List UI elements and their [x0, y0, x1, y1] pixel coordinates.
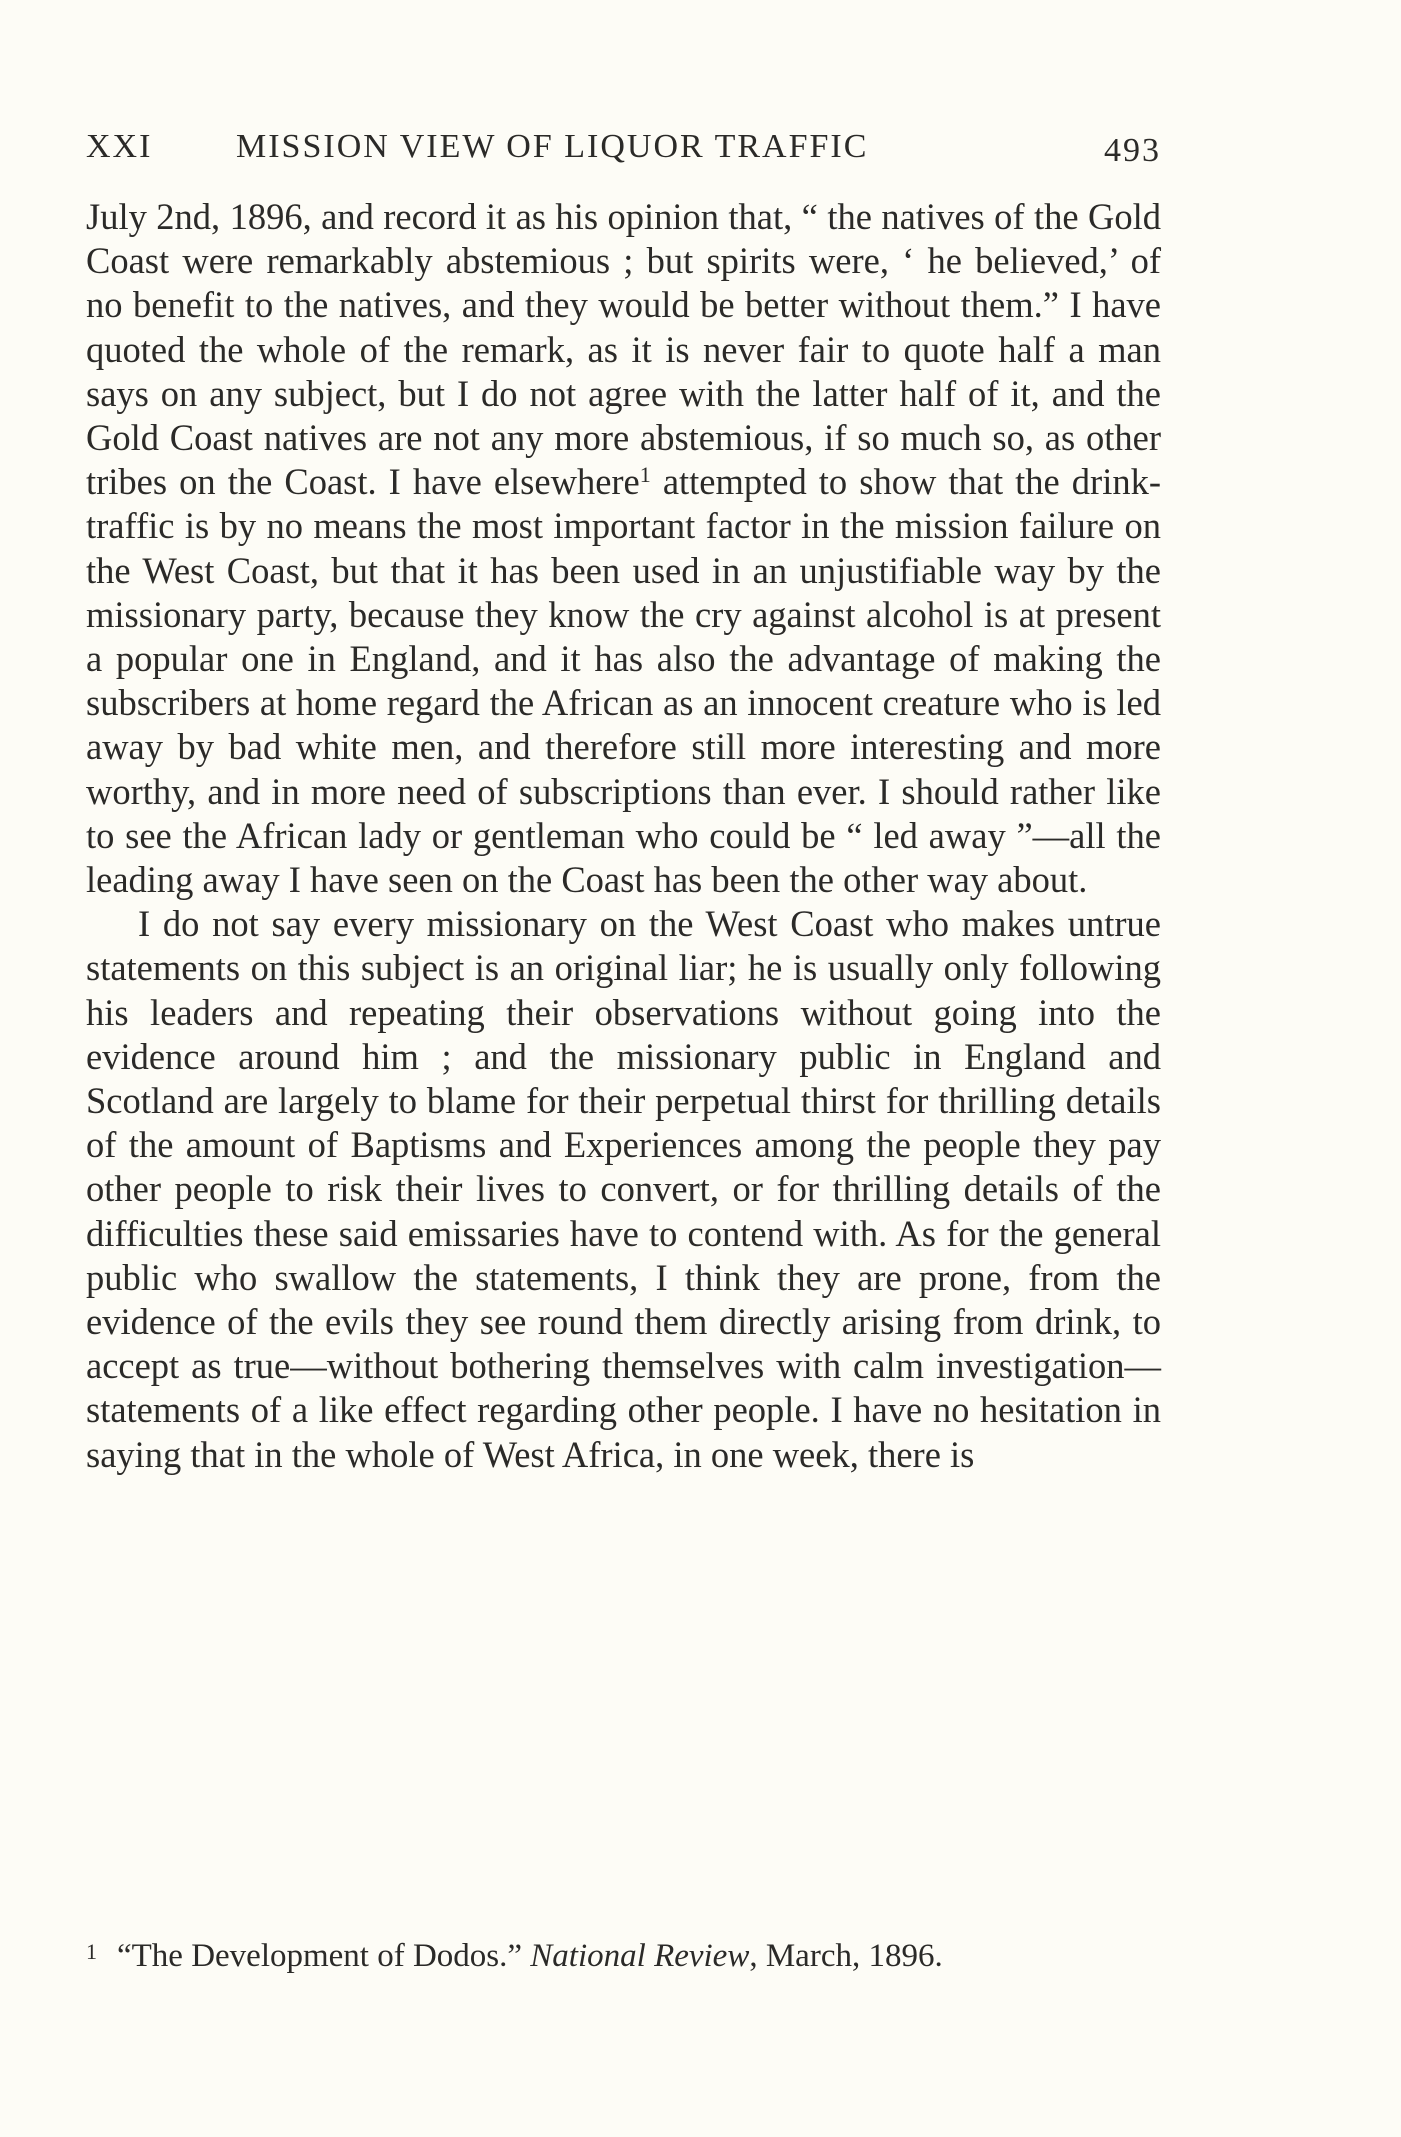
running-title: MISSION VIEW OF LIQUOR TRAFFIC — [236, 128, 869, 165]
footnote-reference: 1 — [639, 462, 651, 488]
footnote-text-a: “The Development of Dodos.” — [117, 1938, 531, 1974]
paragraph-1-text-a: July 2nd, 1896, and record it as his opinion that, “ the natives of the Gold Coast were remarkably abstemious ; but spirits were, ‘ he believed,’ of no benefit to the natives, and they would be better without them.” I have quoted the whole of the remark, as it is never fair to quote half a man says on any subject, but I do not agree with the latter half of it, and the Gold Coast natives are not any more abstemious, if so much so, as other tribes on the Coast. I have elsewhere — [86, 196, 1161, 503]
footnote-text-b: , March, 1896. — [749, 1938, 943, 1974]
paragraph-1 — [86, 195, 1161, 902]
page-number: 493 — [1104, 132, 1161, 169]
paragraph-2: I do not say every missionary on the West Coast who makes untrue statements on this subject is an original liar; he is usually only following his leaders and repeating their observations without going into the evidence around him ; and the missionary public in England and Scotland are largely to blame for their perpetual thirst for thrilling details of the amount of Baptisms and Experiences among the people they pay other people to risk their lives to convert, or for thrilling details of the difficulties these said emissaries have to contend with. As for the general public who swallow the statements, I think they are prone, from the evidence of the evils they see round them directly arising from drink, to accept as true—without bothering themselves with calm investigation—statements of a like effect regarding other people. I have no hesitation in saying that in the whole of West Africa, in one week, there is — [86, 903, 1161, 1475]
footnote-mark: 1 — [86, 1939, 97, 1964]
footnote — [86, 1932, 1186, 1976]
body-text — [86, 195, 1161, 1477]
paragraph-1-text-b: attempted to show that the drink-traffic is by no means the most important factor in the mission failure on the West Coast, but that it has been used in an unjustifiable way by the missionary party, because they know the cry against alcohol is at present a popular one in England, and it has also the advantage of making the subscribers at home regard the African as an innocent creature who is led away by bad white men, and therefore still more interesting and more worthy, and in more need of subscriptions than ever. I should rather like to see the African lady or gentleman who could be “ led away ”—all the leading away I have seen on the Coast has been the other way about. — [86, 461, 1161, 901]
footnote-journal: National Review — [530, 1938, 750, 1974]
running-header — [86, 118, 1161, 168]
chapter-number: XXI — [86, 128, 153, 165]
